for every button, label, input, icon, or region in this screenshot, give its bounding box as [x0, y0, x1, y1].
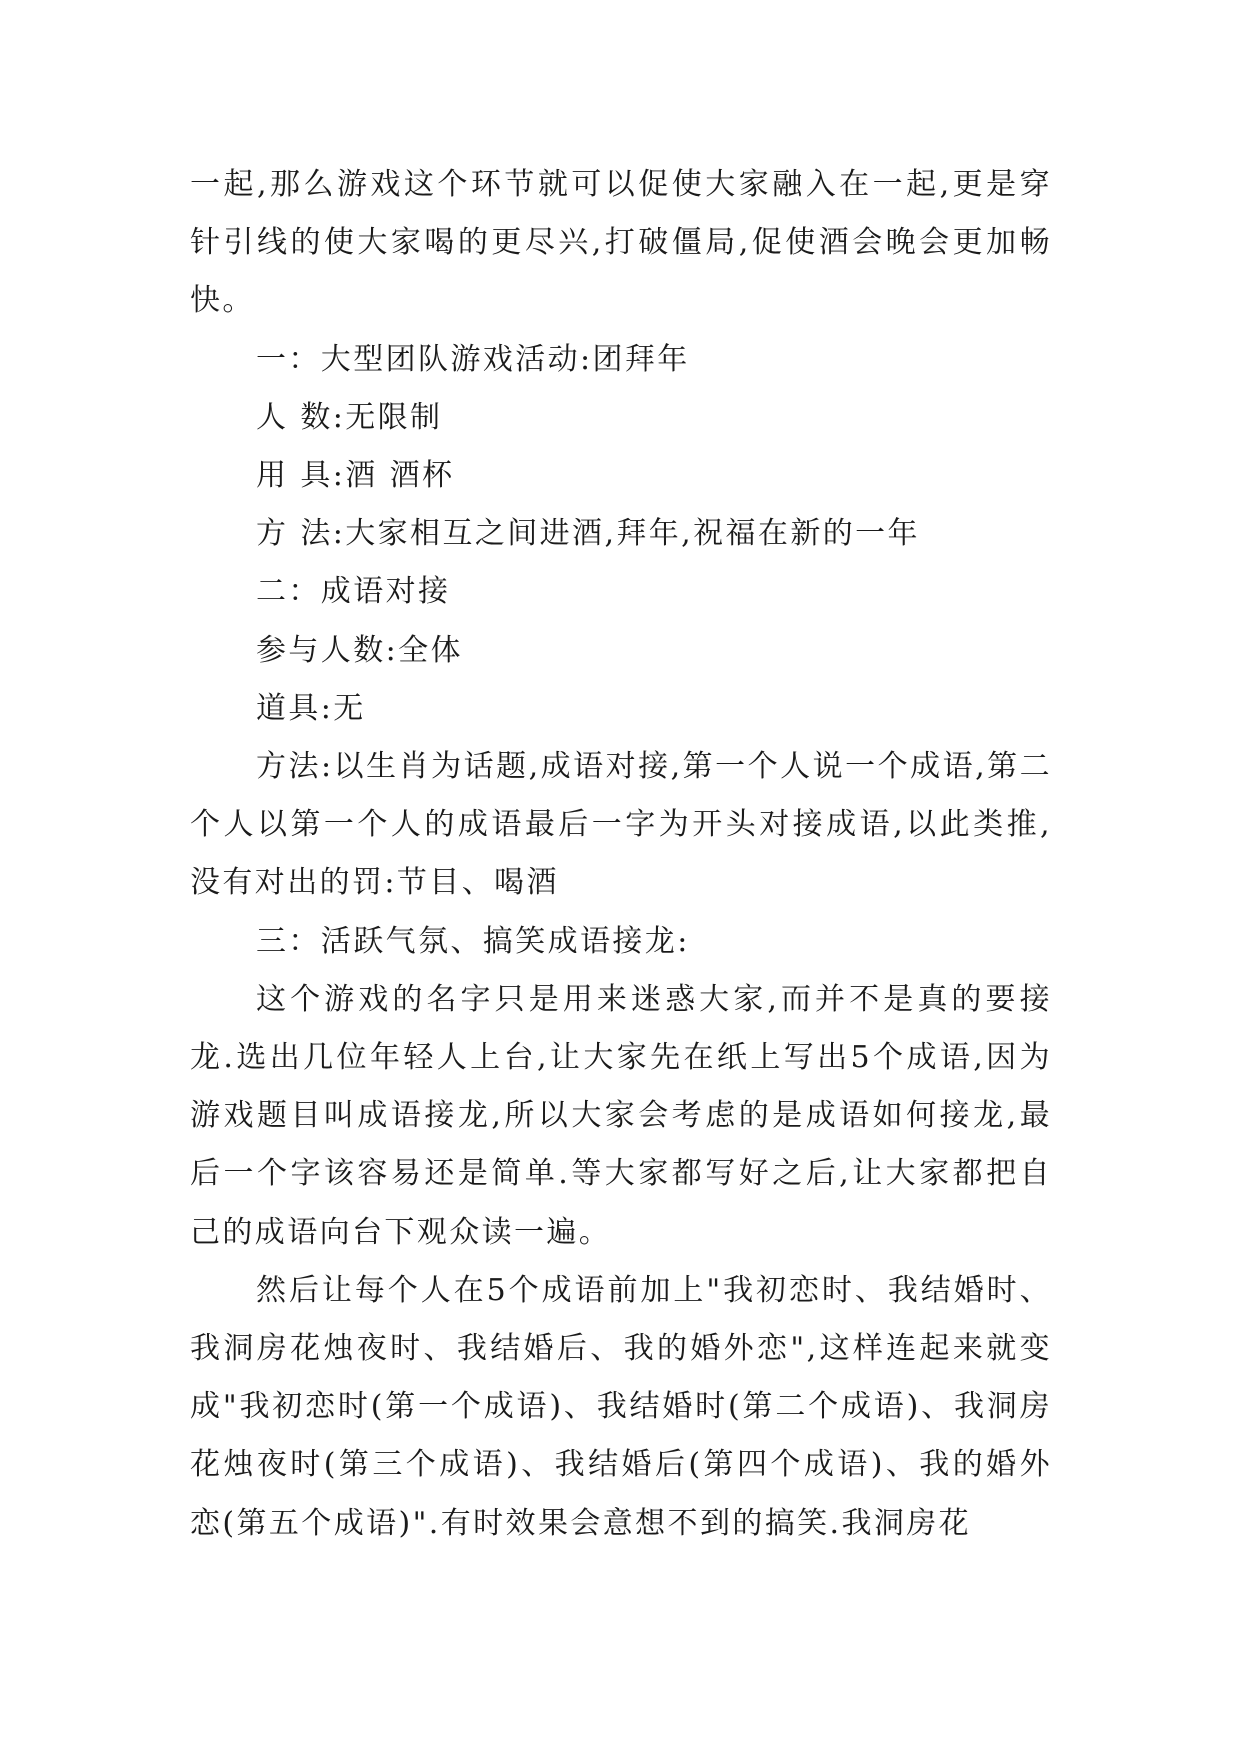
game-two-method: 方法:以生肖为话题,成语对接,第一个人说一个成语,第二个人以第一个人的成语最后一字为开头对接成语,以此类推,没有对出的罚:节目、喝酒	[190, 749, 1052, 901]
document-body	[190, 156, 1052, 1553]
game-one-participants: 人 数:无限制	[256, 399, 443, 435]
game-one-props: 用 具:酒 酒杯	[256, 458, 455, 494]
heading-game-one: 一：大型团队游戏活动:团拜年	[256, 341, 690, 377]
game-one-method: 方 法:大家相互之间进酒,拜年,祝福在新的一年	[256, 516, 920, 552]
heading-game-three: 三：活跃气氛、搞笑成语接龙:	[256, 923, 690, 959]
heading-game-two: 二：成语对接	[256, 574, 451, 610]
paragraph-intro-continued: 一起,那么游戏这个环节就可以促使大家融入在一起,更是穿针引线的使大家喝的更尽兴,打破僵局,促使酒会晚会更加畅快。	[190, 167, 1052, 319]
game-three-rules: 然后让每个人在5个成语前加上"我初恋时、我结婚时、我洞房花烛夜时、我结婚后、我的婚外恋",这样连起来就变成"我初恋时(第一个成语)、我结婚时(第二个成语)、我洞房花烛夜时(第三个成语)、我结婚后(第四个成语)、我的婚外恋(第五个成语)".有时效果会意想不到的搞笑.我洞房花	[190, 1272, 1052, 1541]
game-two-props: 道具:无	[256, 690, 366, 726]
game-three-description: 这个游戏的名字只是用来迷惑大家,而并不是真的要接龙.选出几位年轻人上台,让大家先在纸上写出5个成语,因为游戏题目叫成语接龙,所以大家会考虑的是成语如何接龙,最后一个字该容易还是简单.等大家都写好之后,让大家都把自己的成语向台下观众读一遍。	[190, 981, 1052, 1250]
game-two-participants: 参与人数:全体	[256, 632, 463, 668]
